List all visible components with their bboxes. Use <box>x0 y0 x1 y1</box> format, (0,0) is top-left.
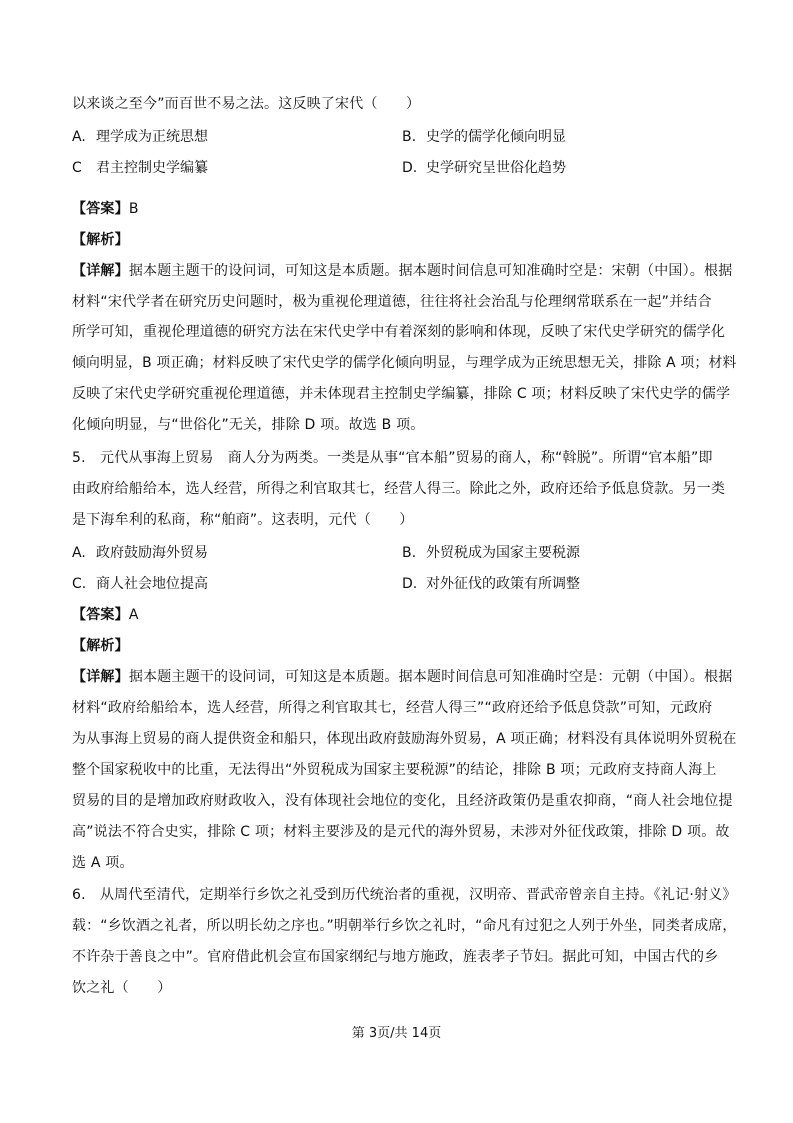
q4-detail-line: 所学可知，重视伦理道德的研究方法在宋代史学中有着深刻的影响和体现，反映了宋代史学研究的儒学化 <box>72 324 726 340</box>
q5-detail-line: 贸易的目的是增加政府财政收入，没有体现社会地位的变化，且经济政策仍是重农抑商，“商人社会地位提 <box>72 793 733 809</box>
q4-option-b[interactable] <box>402 127 566 147</box>
analysis-tag: 【解析】 <box>72 638 129 654</box>
option-text: 史学的儒学化倾向明显 <box>426 129 566 145</box>
option-label: C. <box>72 576 87 592</box>
analysis-tag: 【解析】 <box>72 232 129 248</box>
q5-answer <box>72 605 732 625</box>
option-text: 对外征伐的政策有所调整 <box>426 576 580 592</box>
q5-detail-line: 整个国家税收中的比重，无法得出“外贸税成为国家主要税源”的结论，排除 B 项；元政府支持商人海上 <box>72 762 717 778</box>
q5-detail-line: 为从事海上贸易的商人提供资金和船只，体现出政府鼓励海外贸易，A 项正确；材料没有具体说明外贸税在 <box>72 731 737 747</box>
q5-detail-line: 高”说法不符合史实，排除 C 项；材料主要涉及的是元代的海外贸易，未涉对外征伐政策，排除 D 项。故 <box>72 824 730 840</box>
q6-stem-line: 载：“乡饮酒之礼者，所以明长幼之序也。”明朝举行乡饮之礼时，“命凡有过犯之人列于外坐，同类者成席， <box>72 918 737 934</box>
detail-text: 据本题主题干的设问词，可知这是本质题。据本题时间信息可知准确时空是：元朝（中国）。根据 <box>128 669 733 685</box>
option-label: A. <box>72 129 86 145</box>
option-text: 史学研究呈世俗化趋势 <box>426 160 566 176</box>
q5-stem-line: 5. 元代从事海上贸易 商人分为两类。一类是从事“官本船”贸易的商人，称“斡脱”。所谓“官本船”即 <box>72 450 713 466</box>
q5-analysis-heading <box>72 636 732 656</box>
q5-option-b[interactable] <box>402 543 580 563</box>
option-label: D. <box>402 576 418 592</box>
q5-detail-line <box>72 667 732 687</box>
option-label: A. <box>72 545 86 561</box>
option-label: C <box>72 160 82 176</box>
q5-stem-line: 由政府给船给本，选人经营，所得之利官取其七，经营人得三。除此之外，政府还给予低息贷款。另一类 <box>72 481 726 497</box>
option-text: 政府鼓励海外贸易 <box>96 545 208 561</box>
q5-stem-line: 是下海牟利的私商，称“舶商”。这表明，元代（ ） <box>72 512 414 528</box>
q4-detail-line <box>72 261 732 281</box>
q6-stem-line: 不许杂于善良之中”。官府借此机会宣布国家纲纪与地方施政，旌表孝子节妇。据此可知，中国古代的乡 <box>72 949 719 965</box>
detail-tag: 【详解】 <box>72 669 129 685</box>
q4-detail-line: 倾向明显，B 项正确；材料反映了宋代史学的儒学化倾向明显，与理学成为正统思想无关，排除 A 项；材料 <box>72 355 737 371</box>
q5-detail-line: 选 A 项。 <box>72 855 134 871</box>
q6-stem-line: 饮之礼（ ） <box>72 980 172 996</box>
answer-tag: 【答案】 <box>72 201 129 217</box>
option-text: 商人社会地位提高 <box>96 576 208 592</box>
detail-tag: 【详解】 <box>72 263 129 279</box>
q5-option-a[interactable] <box>72 543 208 563</box>
q5-option-d[interactable] <box>402 574 580 594</box>
q4-detail-line: 化倾向明显，与“世俗化”无关，排除 D 项。故选 B 项。 <box>72 417 425 433</box>
answer-tag: 【答案】 <box>72 607 129 623</box>
page-number: 第 3页/共 14页 <box>351 1026 442 1041</box>
q6-stem-line: 6. 从周代至清代，定期举行乡饮之礼受到历代统治者的重视，汉明帝、晋武帝曾亲自主持。《礼记·射义》 <box>72 887 737 903</box>
answer-value: B <box>128 201 139 217</box>
q4-stem-line: 以来谈之至今”而百世不易之法。这反映了宋代（ ） <box>72 96 421 112</box>
option-label: B. <box>402 545 417 561</box>
q4-detail-line: 材料“宋代学者在研究历史问题时，极为重视伦理道德，往往将社会治乱与伦理纲常联系在一起”并结合 <box>72 294 712 310</box>
q4-option-c[interactable] <box>72 158 208 178</box>
option-text: 理学成为正统思想 <box>96 129 208 145</box>
option-text: 君主控制史学编纂 <box>96 160 208 176</box>
q5-option-c[interactable] <box>72 574 208 594</box>
detail-text: 据本题主题干的设问词，可知这是本质题。据本题时间信息可知准确时空是：宋朝（中国）。根据 <box>128 263 733 279</box>
q4-detail-line: 反映了宋代史学研究重视伦理道德，并未体现君主控制史学编纂，排除 C 项；材料反映了宋代史学的儒学 <box>72 386 731 402</box>
q4-answer <box>72 199 732 219</box>
q5-detail-line: 材料“政府给船给本，选人经营，所得之利官取其七，经营人得三”“政府还给予低息贷款”可知，元政府 <box>72 700 713 716</box>
option-text: 外贸税成为国家主要税源 <box>426 545 580 561</box>
q4-option-d[interactable] <box>402 158 566 178</box>
q4-option-a[interactable] <box>72 127 208 147</box>
q4-analysis-heading <box>72 230 732 250</box>
answer-value: A <box>128 607 139 623</box>
option-label: D. <box>402 160 418 176</box>
option-label: B. <box>402 129 417 145</box>
